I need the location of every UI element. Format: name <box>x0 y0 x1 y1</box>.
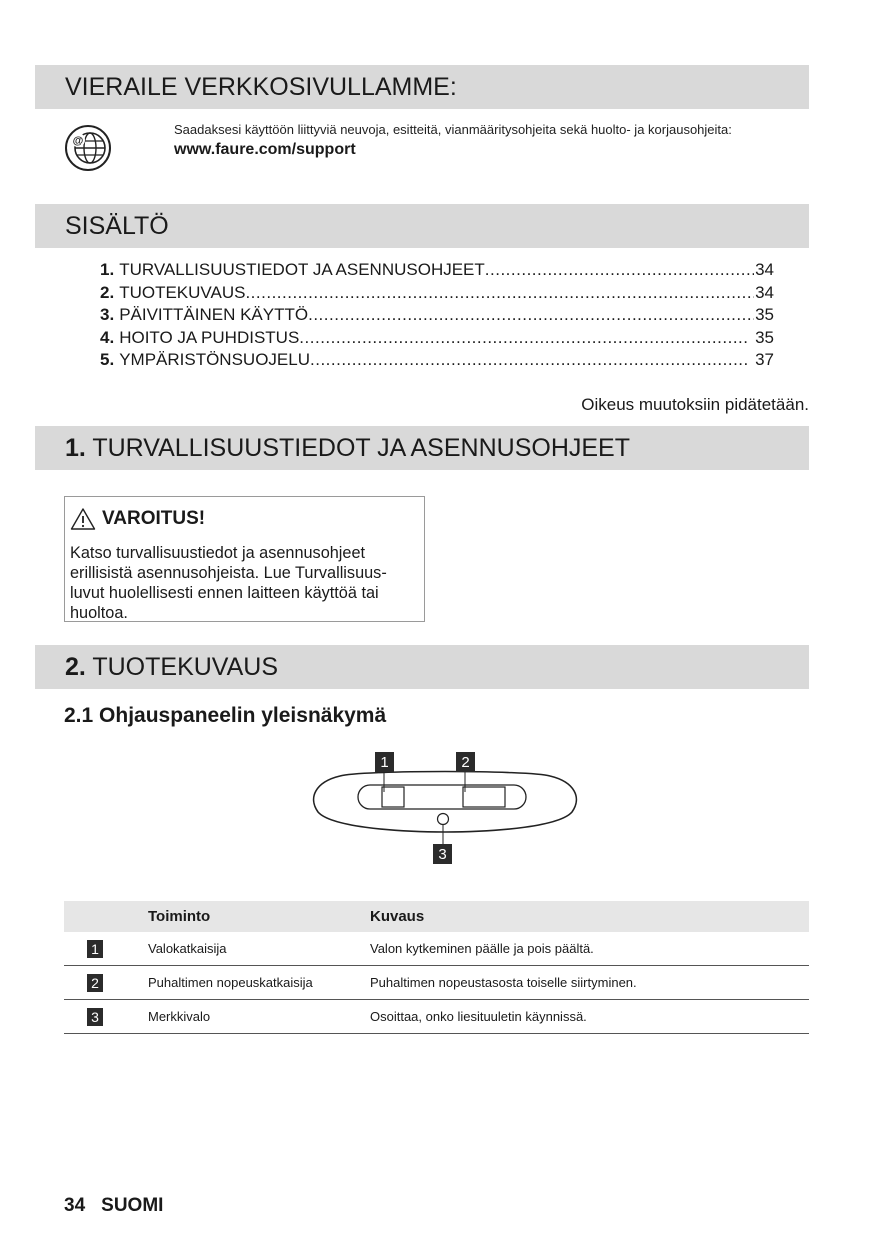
contents-heading: SISÄLTÖ <box>35 204 809 248</box>
callout-label-1: 1 <box>380 754 389 771</box>
warning-text: Katso turvallisuustiedot ja asennusohjeet erillisistä asennusohjeista. Lue Turvallisuus-luvut huolellisesti ennen laitteen käyttöä tai huoltoa. <box>70 544 387 622</box>
page-footer <box>64 1195 163 1217</box>
toc-item[interactable]: 2. TUOTEKUVAUS ..... 34 <box>100 282 774 305</box>
row-function: Puhaltimen nopeuskatkaisija <box>148 975 313 990</box>
table-row <box>64 1000 809 1034</box>
visit-website-heading: VIERAILE VERKKOSIVULLAMME: <box>35 65 809 109</box>
toc-item[interactable]: 3. PÄIVITTÄINEN KÄYTTÖ ..... 35 <box>100 304 774 327</box>
row-number-badge: 3 <box>87 1008 103 1026</box>
column-header-description: Kuvaus <box>370 908 425 925</box>
warning-box <box>64 496 425 622</box>
callout-label-2: 2 <box>461 754 470 771</box>
toc-item[interactable]: 1. TURVALLISUUSTIEDOT JA ASENNUSOHJEET ..... 34 <box>100 259 774 282</box>
svg-text:@: @ <box>72 135 84 147</box>
warning-triangle-icon <box>70 507 96 531</box>
table-of-contents <box>100 259 774 372</box>
row-number-badge: 2 <box>87 974 103 992</box>
light-switch[interactable] <box>382 787 404 807</box>
fan-speed-switch[interactable] <box>463 787 505 807</box>
row-description: Puhaltimen nopeustasosta toiselle siirtyminen. <box>370 975 637 990</box>
toc-item[interactable]: 5. YMPÄRISTÖNSUOJELU ..... 37 <box>100 349 774 372</box>
table-row <box>64 932 809 966</box>
page-number: 34 <box>64 1195 86 1216</box>
column-header-function: Toiminto <box>148 908 211 925</box>
row-function: Valokatkaisija <box>148 941 227 956</box>
language-label: SUOMI <box>101 1195 164 1216</box>
web-globe-icon <box>64 124 112 172</box>
control-panel-diagram <box>300 748 590 868</box>
table-row <box>64 966 809 1000</box>
table-header <box>64 901 809 932</box>
section2-heading: 2. TUOTEKUVAUS <box>35 645 809 689</box>
support-description: Saadaksesi käyttöön liittyviä neuvoja, esitteitä, vianmääritysohjeita sekä huolto- ja korjausohjeita: <box>174 122 732 137</box>
callout-label-3: 3 <box>438 846 447 863</box>
indicator-light <box>438 814 449 825</box>
toc-item[interactable]: 4. HOITO JA PUHDISTUS ..... 35 <box>100 327 774 350</box>
row-number-badge: 1 <box>87 940 103 958</box>
row-description: Osoittaa, onko liesituuletin käynnissä. <box>370 1009 587 1024</box>
row-description: Valon kytkeminen päälle ja pois päältä. <box>370 941 594 956</box>
subsection-title: 2.1 Ohjauspaneelin yleisnäkymä <box>64 704 387 727</box>
controls-table <box>64 901 809 1034</box>
rights-reserved-note: Oikeus muutoksiin pidätetään. <box>581 395 809 414</box>
row-function: Merkkivalo <box>148 1009 211 1024</box>
section1-heading: 1. TURVALLISUUSTIEDOT JA ASENNUSOHJEET <box>35 426 809 470</box>
warning-heading: VAROITUS! <box>102 508 206 529</box>
support-url-link[interactable]: www.faure.com/support <box>174 141 356 158</box>
